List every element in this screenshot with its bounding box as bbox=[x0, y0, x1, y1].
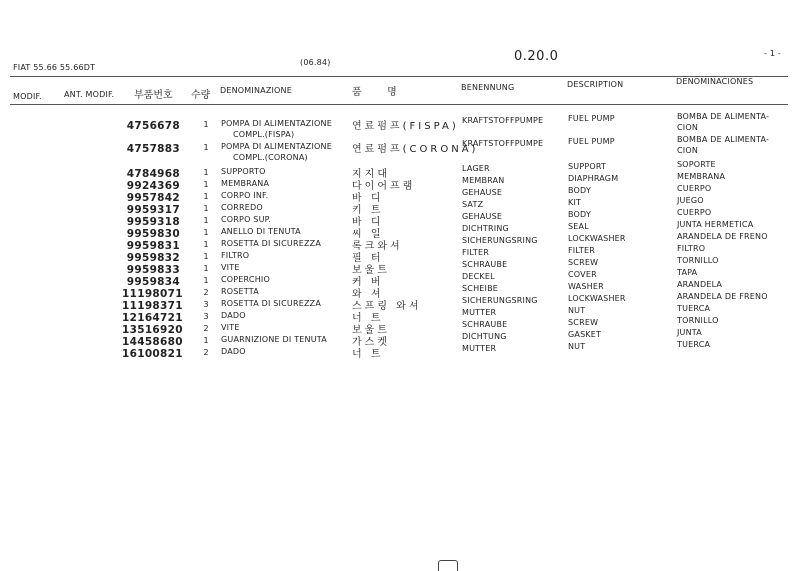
italian-name: FILTRO bbox=[221, 251, 250, 260]
english-name: LOCKWASHER bbox=[568, 294, 626, 303]
italian-name: ROSETTA bbox=[221, 287, 259, 296]
korean-name: 다이어프램 bbox=[352, 181, 416, 192]
quantity: 1 bbox=[203, 216, 209, 225]
english-name: SUPPORT bbox=[568, 162, 607, 171]
italian-name: ANELLO DI TENUTA bbox=[221, 227, 301, 236]
part-code: 11198071 bbox=[122, 288, 183, 300]
german-name: FILTER bbox=[462, 248, 490, 257]
korean-name: 너 트 bbox=[352, 349, 384, 360]
part-code: 9924369 bbox=[126, 180, 180, 192]
korean-name: 와 셔 bbox=[352, 289, 384, 300]
english-name: LOCKWASHER bbox=[568, 234, 626, 243]
german-name: MUTTER bbox=[462, 308, 497, 317]
german-name: SATZ bbox=[462, 200, 484, 209]
italian-name: POMPA DI ALIMENTAZIONE bbox=[221, 119, 332, 128]
quantity: 1 bbox=[203, 204, 209, 213]
italian-name: COPERCHIO bbox=[221, 275, 270, 284]
quantity: 1 bbox=[203, 252, 209, 261]
korean-name: 씨 일 bbox=[352, 229, 384, 240]
korean-name: 커 버 bbox=[352, 277, 384, 288]
quantity: 1 bbox=[203, 228, 209, 237]
english-name: NUT bbox=[568, 306, 586, 315]
header-rule-top bbox=[10, 76, 788, 77]
korean-name: 바 디 bbox=[352, 193, 384, 204]
english-name: BODY bbox=[568, 186, 592, 195]
col-description: DESCRIPTION bbox=[567, 80, 624, 89]
header-rule-bottom bbox=[10, 104, 788, 105]
german-name: SICHERUNGSRING bbox=[462, 296, 538, 305]
english-name: FILTER bbox=[568, 246, 596, 255]
quantity: 2 bbox=[203, 324, 209, 333]
quantity: 1 bbox=[203, 120, 209, 129]
part-code: 12164721 bbox=[122, 312, 183, 324]
german-name: DICHTUNG bbox=[462, 332, 507, 341]
korean-name: 연료펌프(CORONA) bbox=[352, 144, 479, 155]
quantity: 1 bbox=[203, 192, 209, 201]
quantity: 1 bbox=[203, 168, 209, 177]
quantity: 3 bbox=[203, 312, 209, 321]
scan-mark bbox=[438, 560, 458, 571]
german-name: DICHTRING bbox=[462, 224, 509, 233]
english-name: GASKET bbox=[568, 330, 602, 339]
col-modif: MODIF. bbox=[13, 92, 42, 101]
part-code: 4757883 bbox=[126, 143, 180, 155]
page-number: - 1 - bbox=[764, 49, 781, 58]
english-name: WASHER bbox=[568, 282, 604, 291]
part-code: 9959830 bbox=[126, 228, 180, 240]
italian-name: ROSETTA DI SICUREZZA bbox=[221, 239, 322, 248]
quantity: 1 bbox=[203, 240, 209, 249]
german-name: KRAFTSTOFFPUMPE bbox=[462, 116, 544, 125]
korean-name: 스프링 와셔 bbox=[352, 301, 422, 312]
spanish-name: TUERCA bbox=[677, 340, 711, 349]
german-name: SCHRAUBE bbox=[462, 320, 508, 329]
korean-name: 지지대 bbox=[352, 169, 390, 180]
quantity: 2 bbox=[203, 288, 209, 297]
korean-name: 키 트 bbox=[352, 205, 384, 216]
english-name: COVER bbox=[568, 270, 597, 279]
quantity: 1 bbox=[203, 336, 209, 345]
german-name: SICHERUNGSRING bbox=[462, 236, 538, 245]
german-name: GEHAUSE bbox=[462, 212, 503, 221]
german-name: MUTTER bbox=[462, 344, 497, 353]
italian-name: CORPO INF. bbox=[221, 191, 269, 200]
quantity: 1 bbox=[203, 143, 209, 152]
spanish-name: JUNTA bbox=[677, 328, 702, 337]
korean-name: 바 디 bbox=[352, 217, 384, 228]
korean-name: 록크와셔 bbox=[352, 241, 403, 252]
italian-name-line2: COMPL.(CORONA) bbox=[233, 153, 308, 162]
part-code: 9959831 bbox=[126, 240, 180, 252]
part-code: 11198371 bbox=[122, 300, 183, 312]
part-code: 9959318 bbox=[126, 216, 180, 228]
italian-name: SUPPORTO bbox=[221, 167, 266, 176]
spanish-name: CUERPO bbox=[677, 208, 712, 217]
italian-name: ROSETTA DI SICUREZZA bbox=[221, 299, 322, 308]
spanish-name: BOMBA DE ALIMENTA- bbox=[677, 112, 770, 121]
italian-name: CORREDO bbox=[221, 203, 263, 212]
spanish-name: CUERPO bbox=[677, 184, 712, 193]
italian-name: CORPO SUP. bbox=[221, 215, 272, 224]
model-label: FIAT 55.66 55.66DT bbox=[13, 63, 96, 72]
italian-name: VITE bbox=[221, 263, 240, 272]
part-code: 13516920 bbox=[122, 324, 183, 336]
italian-name-line2: COMPL.(FISPA) bbox=[233, 130, 295, 139]
korean-name: 필 터 bbox=[352, 253, 384, 264]
italian-name: DADO bbox=[221, 347, 246, 356]
spanish-name: BOMBA DE ALIMENTA- bbox=[677, 135, 770, 144]
part-code: 9959832 bbox=[126, 252, 180, 264]
english-name: KIT bbox=[568, 198, 582, 207]
korean-name: 연료펌프(FISPA) bbox=[352, 121, 459, 132]
italian-name: POMPA DI ALIMENTAZIONE bbox=[221, 142, 332, 151]
spanish-name: ARANDELA bbox=[677, 280, 723, 289]
german-name: DECKEL bbox=[462, 272, 495, 281]
part-code: 4784968 bbox=[126, 168, 180, 180]
col-name-ko: 품 명 bbox=[352, 87, 397, 98]
date-label: (06.84) bbox=[300, 58, 331, 67]
quantity: 1 bbox=[203, 276, 209, 285]
german-name: LAGER bbox=[462, 164, 490, 173]
quantity: 1 bbox=[203, 264, 209, 273]
italian-name: DADO bbox=[221, 311, 246, 320]
italian-name: GUARNIZIONE DI TENUTA bbox=[221, 335, 327, 344]
col-benennung: BENENNUNG bbox=[461, 83, 515, 92]
spanish-name: TORNILLO bbox=[677, 316, 719, 325]
spanish-name: TAPA bbox=[677, 268, 698, 277]
quantity: 3 bbox=[203, 300, 209, 309]
german-name: MEMBRAN bbox=[462, 176, 505, 185]
english-name: DIAPHRAGM bbox=[568, 174, 619, 183]
english-name: NUT bbox=[568, 342, 586, 351]
part-code: 9959834 bbox=[126, 276, 180, 288]
german-name: GEHAUSE bbox=[462, 188, 503, 197]
english-name: FUEL PUMP bbox=[568, 114, 615, 123]
english-name: BODY bbox=[568, 210, 592, 219]
spanish-name: JUNTA HERMETICA bbox=[677, 220, 754, 229]
german-name: SCHRAUBE bbox=[462, 260, 508, 269]
english-name: SCREW bbox=[568, 258, 599, 267]
italian-name: MEMBRANA bbox=[221, 179, 270, 188]
korean-name: 보울트 bbox=[352, 325, 390, 336]
english-name: FUEL PUMP bbox=[568, 137, 615, 146]
spanish-name: JUEGO bbox=[677, 196, 704, 205]
spanish-name-line2: CION bbox=[677, 123, 699, 132]
col-ant-modif: ANT. MODIF. bbox=[64, 90, 115, 99]
spanish-name: TORNILLO bbox=[677, 256, 719, 265]
spanish-name-line2: CION bbox=[677, 146, 699, 155]
german-name: SCHEIBE bbox=[462, 284, 499, 293]
col-denominaciones: DENOMINACIONES bbox=[676, 77, 754, 86]
part-code: 9959833 bbox=[126, 264, 180, 276]
quantity: 2 bbox=[203, 348, 209, 357]
col-part-no: 부품번호 bbox=[134, 90, 173, 101]
spanish-name: TUERCA bbox=[677, 304, 711, 313]
korean-name: 가스켓 bbox=[352, 337, 390, 348]
korean-name: 너 트 bbox=[352, 313, 384, 324]
spanish-name: MEMBRANA bbox=[677, 172, 726, 181]
spanish-name: FILTRO bbox=[677, 244, 706, 253]
korean-name: 보울트 bbox=[352, 265, 390, 276]
part-code: 4756678 bbox=[126, 120, 180, 132]
spanish-name: ARANDELA DE FRENO bbox=[677, 232, 768, 241]
part-code: 9957842 bbox=[126, 192, 180, 204]
english-name: SCREW bbox=[568, 318, 599, 327]
col-qty: 수량 bbox=[191, 90, 211, 101]
italian-name: VITE bbox=[221, 323, 240, 332]
spanish-name: ARANDELA DE FRENO bbox=[677, 292, 768, 301]
col-denominazione: DENOMINAZIONE bbox=[220, 86, 292, 95]
spanish-name: SOPORTE bbox=[677, 160, 716, 169]
quantity: 1 bbox=[203, 180, 209, 189]
part-code: 16100821 bbox=[122, 348, 183, 360]
english-name: SEAL bbox=[568, 222, 589, 231]
part-code: 9959317 bbox=[126, 204, 180, 216]
sheet-number: 0.20.0 bbox=[514, 49, 559, 64]
german-name: KRAFTSTOFFPUMPE bbox=[462, 139, 544, 148]
part-code: 14458680 bbox=[122, 336, 183, 348]
